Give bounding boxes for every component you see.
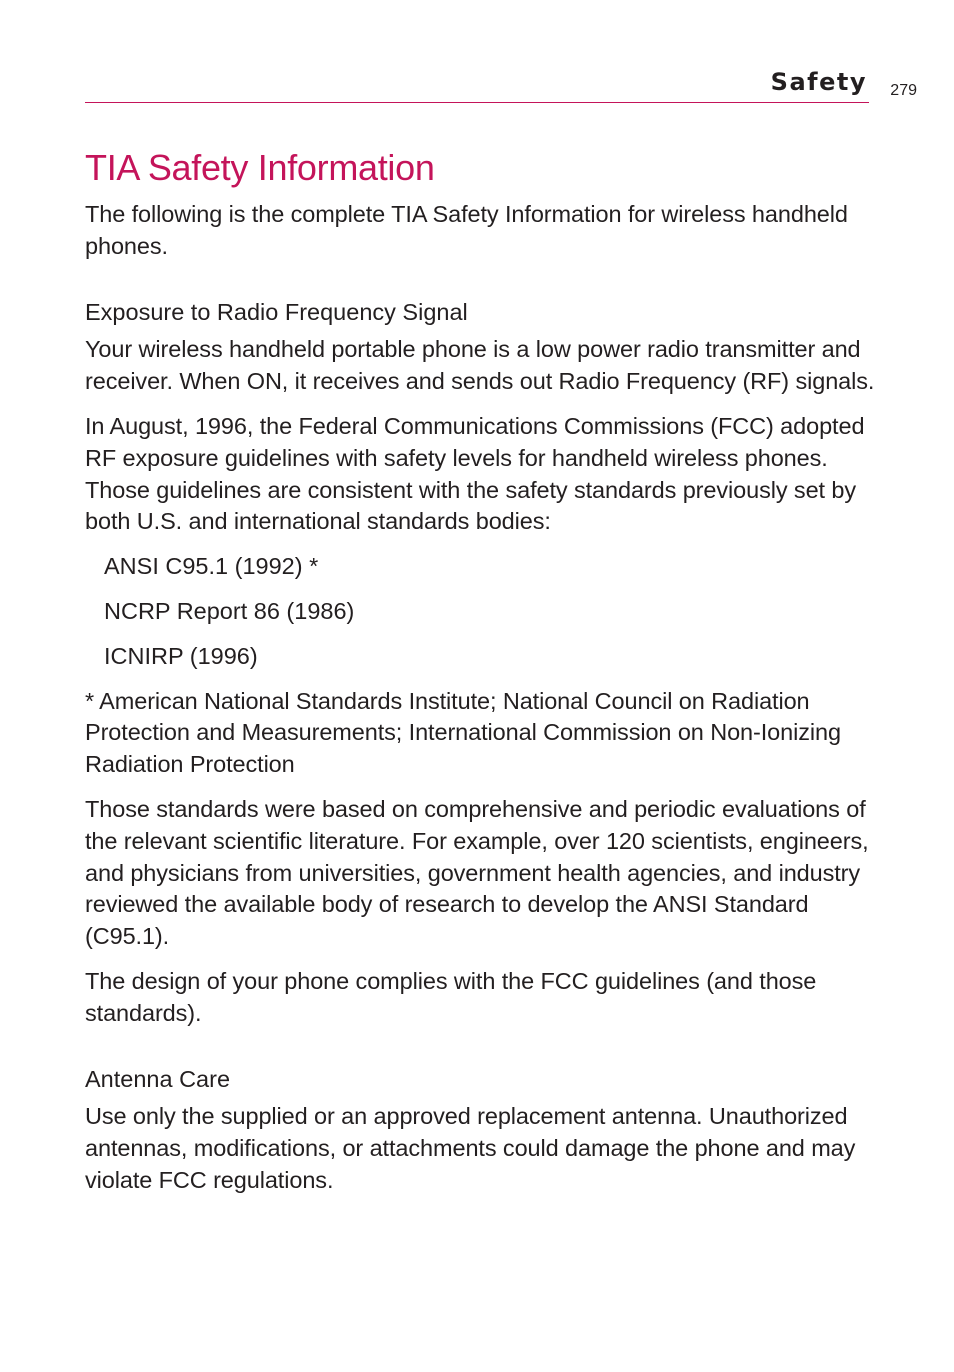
rf-paragraph-1: Your wireless handheld portable phone is a low power radio transmitter and receiver. When ON, it receives and sends out Radio Frequency (RF) signals. bbox=[85, 336, 875, 395]
intro-paragraph: The following is the complete TIA Safety Information for wireless handheld phones. bbox=[85, 201, 848, 259]
rf-paragraph-3: Those standards were based on comprehensive and periodic evaluations of the relevant scientific literature. For example, over 120 scientists, engineers, and physicians from universities, government health agencies, and industry reviewed the available body of research to develop the ANSI Standard (C95.1). bbox=[85, 795, 869, 950]
list-item: ICNIRP (1996) bbox=[104, 642, 258, 669]
page-title: TIA Safety Information bbox=[85, 147, 435, 188]
antenna-section-heading: Antenna Care bbox=[85, 1065, 231, 1092]
section-name: Safety bbox=[770, 68, 867, 96]
list-item: ANSI C95.1 (1992) * bbox=[104, 553, 319, 580]
page-content bbox=[85, 142, 875, 1197]
rf-paragraph-4: The design of your phone complies with the FCC guidelines (and those standards). bbox=[85, 967, 817, 1026]
page-number: 279 bbox=[890, 82, 917, 99]
rf-paragraph-2: In August, 1996, the Federal Communications Commissions (FCC) adopted RF exposure guidelines with safety levels for handheld wireless phones. Those guidelines are consistent with the safety standards previously set by both U.S. and international standards bodies: bbox=[85, 412, 865, 535]
standards-footnote: * American National Standards Institute; National Council on Radiation Protection and Measurements; International Commission on Non-Ionizing Radiation Protection bbox=[85, 687, 841, 778]
antenna-paragraph: Use only the supplied or an approved replacement antenna. Unauthorized antennas, modifications, or attachments could damage the phone and may violate FCC regulations. bbox=[85, 1103, 856, 1193]
rf-section-heading: Exposure to Radio Frequency Signal bbox=[85, 298, 468, 325]
standards-list bbox=[85, 551, 875, 672]
header-divider bbox=[85, 102, 869, 103]
list-item: NCRP Report 86 (1986) bbox=[104, 597, 355, 624]
page-header bbox=[85, 66, 917, 106]
